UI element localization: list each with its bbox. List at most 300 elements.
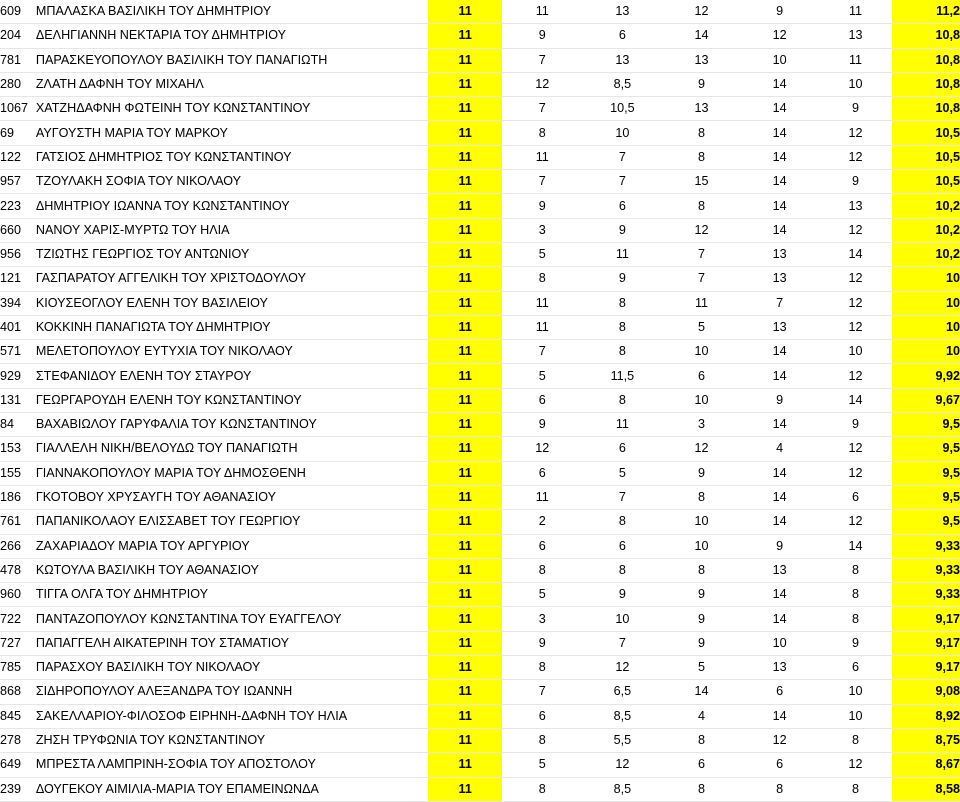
score-col-6: 12 [848, 465, 863, 480]
candidate-id: 781 [0, 52, 22, 67]
final-score: 10,2 [892, 218, 960, 242]
score-col-4: 14 [694, 28, 709, 43]
final-score: 10,5 [892, 170, 960, 194]
score-col-1: 11 [428, 753, 502, 777]
candidate-id: 785 [0, 660, 22, 675]
final-score: 11,2 [892, 0, 960, 24]
final-score: 9,17 [892, 656, 960, 680]
candidate-name: ΚΩΤΟΥΛΑ ΒΑΣΙΛΙΚΗ ΤΟΥ ΑΘΑΝΑΣΙΟΥ [35, 562, 259, 577]
candidate-name: ΤΙΓΓΑ ΟΛΓΑ ΤΟΥ ΔΗΜΗΤΡΙΟΥ [35, 587, 209, 602]
candidate-name: ΜΠΡΕΣΤΑ ΛΑΜΠΡΙΝΗ-ΣΟΦΙΑ ΤΟΥ ΑΠΟΣΤΟΛΟΥ [35, 757, 316, 772]
score-col-3: 8,5 [613, 77, 632, 92]
score-col-5: 13 [772, 660, 787, 675]
candidate-id: 1067 [0, 101, 29, 116]
score-col-5: 13 [772, 247, 787, 262]
score-col-3: 8 [618, 514, 626, 529]
score-col-5: 14 [772, 587, 787, 602]
table-row [0, 315, 960, 339]
candidate-id: 69 [0, 125, 15, 140]
score-col-1: 11 [428, 24, 502, 48]
candidate-name: ΣΑΚΕΛΛΑΡΙΟΥ-ΦΙΛΟΣΟΦ ΕΙΡΗΝΗ-ΔΑΦΝΗ ΤΟΥ ΗΛΙΑ [35, 708, 348, 723]
score-col-4: 10 [694, 344, 709, 359]
score-col-2: 8 [538, 271, 546, 286]
candidate-id: 223 [0, 198, 22, 213]
score-col-6: 11 [848, 4, 863, 19]
final-score: 9,33 [892, 534, 960, 558]
score-col-2: 8 [538, 562, 546, 577]
final-score: 9,67 [892, 388, 960, 412]
score-col-6: 8 [852, 611, 860, 626]
score-col-5: 7 [776, 295, 784, 310]
table-row [0, 777, 960, 801]
score-col-5: 13 [772, 320, 787, 334]
score-col-1: 11 [428, 607, 502, 631]
candidate-name: ΔΕΛΗΓΙΑΝΝΗ ΝΕΚΤΑΡΙΑ ΤΟΥ ΔΗΜΗΤΡΙΟΥ [35, 28, 287, 43]
score-col-2: 6 [538, 708, 546, 723]
candidate-id: 929 [0, 368, 22, 383]
candidate-id: 761 [0, 514, 22, 529]
score-col-3: 9 [618, 222, 626, 237]
table-row [0, 364, 960, 388]
table-row [0, 388, 960, 412]
candidate-name: ΒΑΧΑΒΙΩΛΟΥ ΓΑΡΥΦΑΛΙΑ ΤΟΥ ΚΩΝΣΤΑΝΤΙΝΟΥ [35, 417, 317, 432]
score-col-1: 11 [428, 364, 502, 388]
score-col-6: 9 [852, 174, 860, 189]
score-col-6: 12 [848, 222, 863, 237]
candidate-id: 727 [0, 635, 22, 650]
score-col-5: 14 [772, 344, 787, 359]
score-col-2: 3 [538, 222, 546, 237]
score-col-1: 11 [428, 583, 502, 607]
score-col-2: 6 [538, 538, 546, 553]
score-col-2: 11 [535, 4, 549, 19]
score-col-2: 5 [538, 368, 546, 383]
score-col-1: 11 [428, 558, 502, 582]
score-col-2: 8 [538, 733, 546, 748]
final-score: 10,5 [892, 121, 960, 145]
score-col-1: 11 [428, 485, 502, 509]
score-col-6: 8 [852, 733, 860, 748]
score-col-3: 11,5 [610, 368, 635, 383]
candidate-name: ΚΙΟΥΣΕΟΓΛΟΥ ΕΛΕΝΗ ΤΟΥ ΒΑΣΙΛΕΙΟΥ [35, 295, 268, 310]
score-col-4: 10 [694, 392, 709, 407]
candidate-name: ΑΥΓΟΥΣΤΗ ΜΑΡΙΑ ΤΟΥ ΜΑΡΚΟΥ [35, 125, 228, 140]
score-col-3: 13 [615, 52, 630, 67]
score-col-1: 11 [428, 145, 502, 169]
score-col-6: 12 [848, 757, 863, 772]
candidate-name: ΓΑΣΠΑΡΑΤΟΥ ΑΓΓΕΛΙΚΗ ΤΟΥ ΧΡΙΣΤΟΔΟΥΛΟΥ [35, 271, 306, 286]
score-col-2: 12 [535, 441, 550, 456]
score-col-6: 12 [848, 514, 863, 529]
final-score: 10,8 [892, 72, 960, 96]
table-row [0, 218, 960, 242]
candidate-id: 401 [0, 320, 22, 334]
score-col-5: 14 [772, 174, 787, 189]
final-score: 10,8 [892, 97, 960, 121]
final-score: 9,08 [892, 680, 960, 704]
score-col-1: 11 [428, 704, 502, 728]
table-row [0, 194, 960, 218]
score-col-2: 9 [538, 635, 546, 650]
score-col-1: 11 [428, 242, 502, 266]
candidate-name: ΓΚΟΤΟΒΟΥ ΧΡΥΣΑΥΓΗ ΤΟΥ ΑΘΑΝΑΣΙΟΥ [35, 490, 276, 505]
score-col-5: 14 [772, 101, 787, 116]
final-score: 9,92 [892, 364, 960, 388]
candidate-name: ΖΛΑΤΗ ΔΑΦΝΗ ΤΟΥ ΜΙΧΑΗΛ [35, 77, 204, 92]
candidate-name: ΣΙΔΗΡΟΠΟΥΛΟΥ ΑΛΕΞΑΝΔΡΑ ΤΟΥ ΙΩΑΝΝΗ [35, 684, 293, 699]
score-col-1: 11 [428, 461, 502, 485]
score-col-4: 10 [694, 514, 709, 529]
score-col-5: 14 [772, 222, 787, 237]
score-col-1: 11 [428, 48, 502, 72]
score-col-5: 14 [772, 465, 787, 480]
score-col-4: 8 [698, 733, 706, 748]
candidate-name: ΓΕΩΡΓΑΡΟΥΔΗ ΕΛΕΝΗ ΤΟΥ ΚΩΝΣΤΑΝΤΙΝΟΥ [35, 392, 302, 407]
candidate-name: ΚΟΚΚΙΝΗ ΠΑΝΑΓΙΩΤΑ ΤΟΥ ΔΗΜΗΤΡΙΟΥ [35, 320, 271, 334]
candidate-id: 122 [0, 149, 22, 164]
score-col-2: 7 [538, 101, 546, 116]
score-col-3: 12 [615, 757, 630, 772]
score-col-4: 8 [698, 198, 706, 213]
score-col-3: 7 [618, 149, 626, 164]
score-col-1: 11 [428, 388, 502, 412]
score-col-1: 11 [428, 267, 502, 291]
score-col-2: 5 [538, 757, 546, 772]
score-col-5: 9 [776, 392, 784, 407]
score-col-2: 5 [538, 247, 546, 262]
score-col-1: 11 [428, 291, 502, 315]
table-row [0, 145, 960, 169]
candidate-id: 956 [0, 247, 22, 262]
score-col-1: 11 [428, 413, 502, 437]
candidate-id: 155 [0, 465, 22, 480]
final-score: 8,92 [892, 704, 960, 728]
score-col-2: 11 [535, 295, 549, 310]
score-col-3: 8 [618, 320, 626, 334]
score-col-2: 7 [538, 684, 546, 699]
final-score: 10,5 [892, 145, 960, 169]
candidate-name: ΠΑΠΑΓΓΕΛΗ ΑΙΚΑΤΕΡΙΝΗ ΤΟΥ ΣΤΑΜΑΤΙΟΥ [35, 635, 290, 650]
table-row [0, 0, 960, 24]
table-row [0, 170, 960, 194]
candidate-id: 84 [0, 417, 15, 432]
score-col-2: 6 [538, 465, 546, 480]
score-col-1: 11 [428, 194, 502, 218]
final-score: 10 [892, 315, 960, 339]
score-col-3: 11 [615, 247, 629, 262]
score-col-1: 11 [428, 777, 502, 801]
table-row [0, 631, 960, 655]
score-col-6: 14 [848, 247, 863, 262]
score-col-5: 10 [772, 635, 787, 650]
candidate-id: 722 [0, 611, 22, 626]
score-col-1: 11 [428, 0, 502, 24]
score-col-2: 9 [538, 28, 546, 43]
table-row [0, 485, 960, 509]
candidate-id: 280 [0, 77, 22, 92]
candidate-id: 957 [0, 174, 22, 189]
score-col-2: 7 [538, 52, 546, 67]
score-col-4: 12 [694, 4, 709, 19]
score-col-3: 6 [618, 198, 626, 213]
table-row [0, 267, 960, 291]
score-col-1: 11 [428, 437, 502, 461]
final-score: 10,8 [892, 48, 960, 72]
score-col-3: 6 [618, 28, 626, 43]
score-col-6: 10 [848, 708, 863, 723]
candidate-name: ΝΑΝΟΥ ΧΑΡΙΣ-ΜΥΡΤΩ ΤΟΥ ΗΛΙΑ [35, 222, 230, 237]
score-col-2: 11 [535, 149, 549, 164]
score-col-4: 12 [694, 441, 709, 456]
candidate-name: ΜΕΛΕΤΟΠΟΥΛΟΥ ΕΥΤΥΧΙΑ ΤΟΥ ΝΙΚΟΛΑΟΥ [35, 344, 293, 359]
candidate-id: 278 [0, 733, 22, 748]
score-col-6: 13 [848, 28, 863, 43]
table-row [0, 437, 960, 461]
score-col-4: 8 [698, 125, 706, 140]
score-col-5: 13 [772, 562, 787, 577]
score-col-3: 7 [618, 635, 626, 650]
candidate-id: 121 [0, 271, 22, 286]
score-col-1: 11 [428, 121, 502, 145]
score-col-6: 11 [848, 52, 863, 67]
final-score: 9,17 [892, 631, 960, 655]
score-col-4: 9 [698, 587, 706, 602]
candidate-id: 845 [0, 708, 22, 723]
final-score: 9,5 [892, 413, 960, 437]
score-col-6: 12 [848, 441, 863, 456]
final-score: 8,67 [892, 753, 960, 777]
score-col-4: 13 [694, 101, 709, 116]
score-col-4: 8 [698, 149, 706, 164]
score-col-4: 14 [694, 684, 709, 699]
score-col-6: 14 [848, 538, 863, 553]
score-col-4: 11 [694, 295, 709, 310]
score-col-5: 14 [772, 77, 787, 92]
candidate-id: 131 [0, 392, 22, 407]
score-col-3: 7 [618, 490, 626, 505]
table-row [0, 607, 960, 631]
table-row [0, 461, 960, 485]
score-col-2: 2 [538, 514, 546, 529]
table-row [0, 510, 960, 534]
score-col-1: 11 [428, 72, 502, 96]
score-col-4: 7 [698, 271, 706, 286]
score-col-2: 7 [538, 344, 546, 359]
score-col-3: 9 [618, 271, 626, 286]
table-row [0, 753, 960, 777]
score-col-4: 5 [698, 320, 706, 334]
final-score: 9,5 [892, 437, 960, 461]
score-col-3: 5,5 [613, 733, 632, 748]
table-row [0, 340, 960, 364]
score-col-2: 8 [538, 660, 546, 675]
score-col-6: 8 [852, 562, 860, 577]
score-col-5: 14 [772, 708, 787, 723]
final-score: 10,2 [892, 194, 960, 218]
score-col-6: 10 [848, 344, 863, 359]
table-row [0, 656, 960, 680]
score-col-6: 6 [852, 660, 860, 675]
score-col-4: 13 [694, 52, 709, 67]
score-col-2: 11 [535, 320, 549, 334]
candidate-name: ΠΑΠΑΝΙΚΟΛΑΟΥ ΕΛΙΣΣΑΒΕΤ ΤΟΥ ΓΕΩΡΓΙΟΥ [35, 514, 301, 529]
score-col-4: 8 [698, 781, 706, 796]
score-col-2: 3 [538, 611, 546, 626]
score-col-3: 11 [615, 417, 629, 432]
candidate-name: ΠΑΡΑΣΧΟΥ ΒΑΣΙΛΙΚΗ ΤΟΥ ΝΙΚΟΛΑΟΥ [35, 660, 261, 675]
score-col-6: 12 [848, 149, 863, 164]
candidate-id: 960 [0, 587, 22, 602]
candidate-name: ΖΗΣΗ ΤΡΥΦΩΝΙΑ ΤΟΥ ΚΩΝΣΤΑΝΤΙΝΟΥ [35, 733, 266, 748]
candidate-name: ΣΤΕΦΑΝΙΔΟΥ ΕΛΕΝΗ ΤΟΥ ΣΤΑΥΡΟΥ [35, 368, 252, 383]
score-col-6: 12 [848, 368, 863, 383]
table-row [0, 121, 960, 145]
score-col-2: 6 [538, 392, 546, 407]
final-score: 9,5 [892, 485, 960, 509]
score-col-5: 6 [776, 684, 784, 699]
score-col-2: 7 [538, 174, 546, 189]
candidate-name: ΠΑΝΤΑΖΟΠΟΥΛΟΥ ΚΩΝΣΤΑΝΤΙΝΑ ΤΟΥ ΕΥΑΓΓΕΛΟΥ [35, 611, 342, 626]
final-score: 10 [892, 291, 960, 315]
score-col-3: 13 [615, 4, 630, 19]
final-score: 10 [892, 267, 960, 291]
table-row [0, 704, 960, 728]
score-col-1: 11 [428, 680, 502, 704]
score-col-1: 11 [428, 656, 502, 680]
score-col-5: 10 [772, 52, 787, 67]
table-row [0, 680, 960, 704]
score-col-6: 12 [848, 125, 863, 140]
score-col-4: 6 [698, 757, 706, 772]
table-row [0, 242, 960, 266]
score-col-3: 5 [618, 465, 626, 480]
score-col-4: 4 [698, 708, 706, 723]
score-col-6: 12 [848, 271, 863, 286]
score-col-5: 12 [772, 28, 787, 43]
candidate-name: ΤΖΙΩΤΗΣ ΓΕΩΡΓΙΟΣ ΤΟΥ ΑΝΤΩΝΙΟΥ [35, 247, 250, 262]
score-col-5: 14 [772, 611, 787, 626]
candidate-id: 186 [0, 490, 22, 505]
final-score: 10,2 [892, 242, 960, 266]
score-col-5: 9 [776, 538, 784, 553]
final-score: 10,8 [892, 24, 960, 48]
candidate-id: 204 [0, 28, 22, 43]
score-col-1: 11 [428, 510, 502, 534]
candidate-id: 478 [0, 562, 22, 577]
candidate-id: 609 [0, 4, 22, 19]
score-col-3: 7 [618, 174, 626, 189]
table-row [0, 534, 960, 558]
score-col-6: 6 [852, 490, 860, 505]
score-col-3: 6,5 [613, 684, 632, 699]
candidate-id: 571 [0, 344, 22, 359]
score-col-6: 13 [848, 198, 863, 213]
final-score: 9,33 [892, 583, 960, 607]
score-col-2: 12 [535, 77, 550, 92]
candidate-id: 868 [0, 684, 22, 699]
score-col-1: 11 [428, 97, 502, 121]
score-col-4: 6 [698, 368, 706, 383]
score-col-5: 8 [776, 781, 784, 796]
score-col-3: 8 [618, 562, 626, 577]
candidate-name: ΖΑΧΑΡΙΑΔΟΥ ΜΑΡΙΑ ΤΟΥ ΑΡΓΥΡΙΟΥ [35, 538, 250, 553]
score-col-5: 13 [772, 271, 787, 286]
score-col-3: 8 [618, 295, 626, 310]
table-row [0, 291, 960, 315]
score-col-2: 8 [538, 125, 546, 140]
score-col-4: 3 [698, 417, 706, 432]
table-row [0, 24, 960, 48]
final-score: 9,5 [892, 510, 960, 534]
score-col-4: 5 [698, 660, 706, 675]
final-score: 9,17 [892, 607, 960, 631]
final-score: 9,33 [892, 558, 960, 582]
score-col-3: 10 [615, 611, 630, 626]
score-col-3: 6 [618, 441, 626, 456]
score-col-3: 10,5 [610, 101, 635, 116]
score-col-3: 8,5 [613, 781, 632, 796]
score-col-2: 8 [538, 781, 546, 796]
score-col-6: 8 [852, 587, 860, 602]
score-col-1: 11 [428, 631, 502, 655]
score-col-4: 9 [698, 465, 706, 480]
score-col-5: 12 [772, 733, 787, 748]
candidate-id: 394 [0, 295, 22, 310]
candidate-id: 239 [0, 781, 22, 796]
score-col-4: 12 [694, 222, 709, 237]
score-col-4: 8 [698, 490, 706, 505]
score-col-2: 11 [535, 490, 549, 505]
score-col-4: 15 [694, 174, 709, 189]
score-col-6: 10 [848, 684, 863, 699]
candidate-name: ΠΑΡΑΣΚΕΥΟΠΟΥΛΟΥ ΒΑΣΙΛΙΚΗ ΤΟΥ ΠΑΝΑΓΙΩΤΗ [35, 52, 328, 67]
score-col-5: 4 [776, 441, 784, 456]
score-col-3: 12 [615, 660, 630, 675]
candidate-name: ΔΟΥΓΕΚΟΥ ΑΙΜΙΛΙΑ-ΜΑΡΙΑ ΤΟΥ ΕΠΑΜΕΙΝΩΝΔΑ [35, 781, 319, 796]
score-col-5: 14 [772, 368, 787, 383]
table-row [0, 48, 960, 72]
table-row [0, 583, 960, 607]
score-col-5: 14 [772, 514, 787, 529]
score-col-6: 9 [852, 101, 860, 116]
score-col-4: 8 [698, 562, 706, 577]
candidate-name: ΓΑΤΣΙΟΣ ΔΗΜΗΤΡΙΟΣ ΤΟΥ ΚΩΝΣΤΑΝΤΙΝΟΥ [35, 149, 292, 164]
score-col-6: 12 [848, 295, 863, 310]
candidate-id: 266 [0, 538, 22, 553]
candidate-id: 649 [0, 757, 22, 772]
score-col-5: 14 [772, 149, 787, 164]
score-col-1: 11 [428, 728, 502, 752]
score-col-3: 8 [618, 392, 626, 407]
score-col-4: 7 [698, 247, 706, 262]
candidate-id: 153 [0, 441, 22, 456]
score-col-3: 8,5 [613, 708, 632, 723]
table-row [0, 72, 960, 96]
score-col-1: 11 [428, 315, 502, 339]
candidate-id: 660 [0, 222, 22, 237]
candidate-name: ΓΙΑΝΝΑΚΟΠΟΥΛΟΥ ΜΑΡΙΑ ΤΟΥ ΔΗΜΟΣΘΕΝΗ [35, 465, 306, 480]
score-col-5: 6 [776, 757, 784, 772]
score-col-3: 8 [618, 344, 626, 359]
table-row [0, 728, 960, 752]
score-col-4: 9 [698, 611, 706, 626]
score-col-5: 14 [772, 125, 787, 140]
score-col-2: 9 [538, 417, 546, 432]
table-row [0, 413, 960, 437]
final-score: 8,75 [892, 728, 960, 752]
score-col-4: 9 [698, 635, 706, 650]
candidate-name: ΔΗΜΗΤΡΙΟΥ ΙΩΑΝΝΑ ΤΟΥ ΚΩΝΣΤΑΝΤΙΝΟΥ [35, 198, 290, 213]
